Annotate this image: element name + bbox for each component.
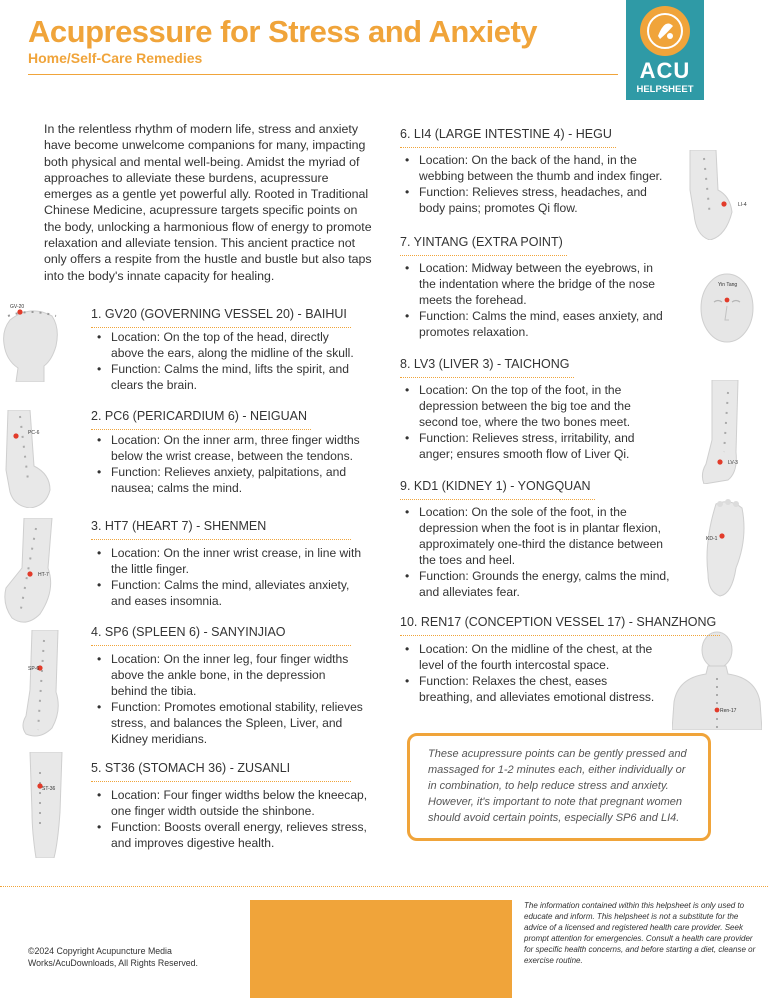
point-bullets [95,545,365,609]
bullet-item: • Location: On the sole of the foot, in the depression when the foot is in plantar flexion, approximately one-third the distance between the toes and heel. [403,504,675,568]
point-label: Yin Tang [718,282,738,288]
point-label: LI-4 [738,202,747,208]
point-label: HT-7 [38,572,49,578]
logo-subtext: HELPSHEET [636,84,694,95]
point-label: GV-20 [10,304,25,310]
point-heading: 10. REN17 (CONCEPTION VESSEL 17) - SHANZHONG [400,615,716,632]
bullet-item: • Function: Calms the mind, eases anxiety, and promotes relaxation. [403,308,671,340]
bullet-item: • Function: Boosts overall energy, relieves stress, and improves digestive health. [95,819,370,851]
bullet-item: • Location: On the back of the hand, in the webbing between the thumb and index finger. [403,152,673,184]
point-label: Ren-17 [720,708,737,714]
head-illustration [0,302,64,382]
footer-color-block [250,900,512,998]
forearm-illustration [0,410,58,508]
point-heading: 2. PC6 (PERICARDIUM 6) - NEIGUAN [91,409,307,426]
point-bullets [95,432,367,496]
point-label: PC-6 [28,430,40,436]
logo-text: ACU [639,58,691,83]
point-heading: 6. LI4 (LARGE INTESTINE 4) - HEGU [400,127,612,144]
pregnancy-caution-note: These acupressure points can be gently pressed and massaged for 1-2 minutes each, either individually or in combination, to help reduce stress and anxiety. However, it's important to note that pregnant women should avoid certain points, especially SP6 and LI4. [407,733,711,841]
bullet-item: • Location: On the midline of the chest, at the level of the fourth intercostal space. [403,641,663,673]
bullet-item: • Function: Grounds the energy, calms the mind, and alleviates fear. [403,568,675,600]
point-bullets [95,329,365,393]
bullet-item: • Function: Relaxes the chest, eases breathing, and alleviates emotional distress. [403,673,663,705]
header-divider [28,74,618,75]
acu-helpsheet-logo [626,0,704,100]
bullet-item: • Location: Four finger widths below the kneecap, one finger width outside the shinbone. [95,787,370,819]
point-bullets [403,260,671,340]
foot-illustration [698,380,748,484]
point-bullets [95,651,365,747]
bullet-item: • Location: On the inner wrist crease, in line with the little finger. [95,545,365,577]
point-heading: 4. SP6 (SPLEEN 6) - SANYINJIAO [91,625,286,642]
page-subtitle: Home/Self-Care Remedies [28,50,203,66]
intro-paragraph: In the relentless rhythm of modern life, stress and anxiety have become unwelcome companions for many, impacting both physical and mental well-being. Amidst the myriad of approaches to alleviate these burdens, acupressure emerges as a gentle yet powerful ally. Rooted in Traditional Chinese Medicine, acupressure targets specific points on the body, unlocking a harmonious flow of energy to promote relaxation and alleviate tension. This ancient practice not only offers a respite from the hustle and bustle but also taps into the body's innate capacity for healing. [44,122,372,283]
point-bullets [403,152,673,216]
point-label: LV-3 [728,460,738,466]
bullet-item: • Location: On the top of the foot, in the depression between the big toe and the second toe, where the two bones meet. [403,382,671,430]
bullet-item: • Location: Midway between the eyebrows, in the indentation where the bridge of the nose meets the forehead. [403,260,671,308]
hand-illustration [680,150,758,240]
face-illustration [692,268,762,354]
footer-divider [0,886,768,887]
point-heading: 7. YINTANG (EXTRA POINT) [400,235,563,252]
bullet-item: • Location: On the inner arm, three finger widths below the wrist crease, between the tendons. [95,432,367,464]
point-label: ST-36 [42,786,56,792]
logo-emblem-icon [640,6,690,56]
chest-illustration [672,630,762,730]
bullet-item: • Function: Calms the mind, alleviates anxiety, and eases insomnia. [95,577,365,609]
point-bullets [95,787,370,851]
bullet-item: • Function: Relieves stress, irritability, and anger; ensures smooth flow of Liver Qi. [403,430,671,462]
bullet-item: • Function: Relieves anxiety, palpitations, and nausea; calms the mind. [95,464,367,496]
point-label: SP-6 [28,666,40,672]
wrist-illustration [0,518,62,628]
point-heading: 9. KD1 (KIDNEY 1) - YONGQUAN [400,479,591,496]
bullet-item: • Location: On the top of the head, directly above the ears, along the midline of the skull. [95,329,365,361]
bullet-item: • Function: Calms the mind, lifts the spirit, and clears the brain. [95,361,365,393]
bullet-item: • Location: On the inner leg, four finger widths above the ankle bone, in the depression behind the tibia. [95,651,365,699]
disclaimer-text: The information contained within this helpsheet is only used to educate and inform. This helpsheet is not a substitute for the advice of a licensed and registered health care provider. Seek prompt attention for emergencies. Consult a health care provider for specific health concerns, and before starting a diet, cleanse or exercise routine. [524,901,756,965]
sole-illustration [700,498,750,598]
point-bullets [403,504,675,600]
lower-leg-illustration [26,752,66,858]
point-label: KD-1 [706,536,718,542]
leg-illustration [18,630,68,740]
point-heading: 8. LV3 (LIVER 3) - TAICHONG [400,357,570,374]
copyright-text: ©2024 Copyright Acupuncture Media Works/AcuDownloads, All Rights Reserved. [28,946,198,968]
page-title: Acupressure for Stress and Anxiety [28,14,538,49]
point-heading: 3. HT7 (HEART 7) - SHENMEN [91,519,266,536]
point-heading: 5. ST36 (STOMACH 36) - ZUSANLI [91,761,290,778]
bullet-item: • Function: Promotes emotional stability, relieves stress, and balances the Spleen, Liver, and Kidney meridians. [95,699,365,747]
bullet-item: • Function: Relieves stress, headaches, and body pains; promotes Qi flow. [403,184,673,216]
point-bullets [403,641,663,705]
point-heading: 1. GV20 (GOVERNING VESSEL 20) - BAIHUI [91,307,347,324]
point-bullets [403,382,671,462]
